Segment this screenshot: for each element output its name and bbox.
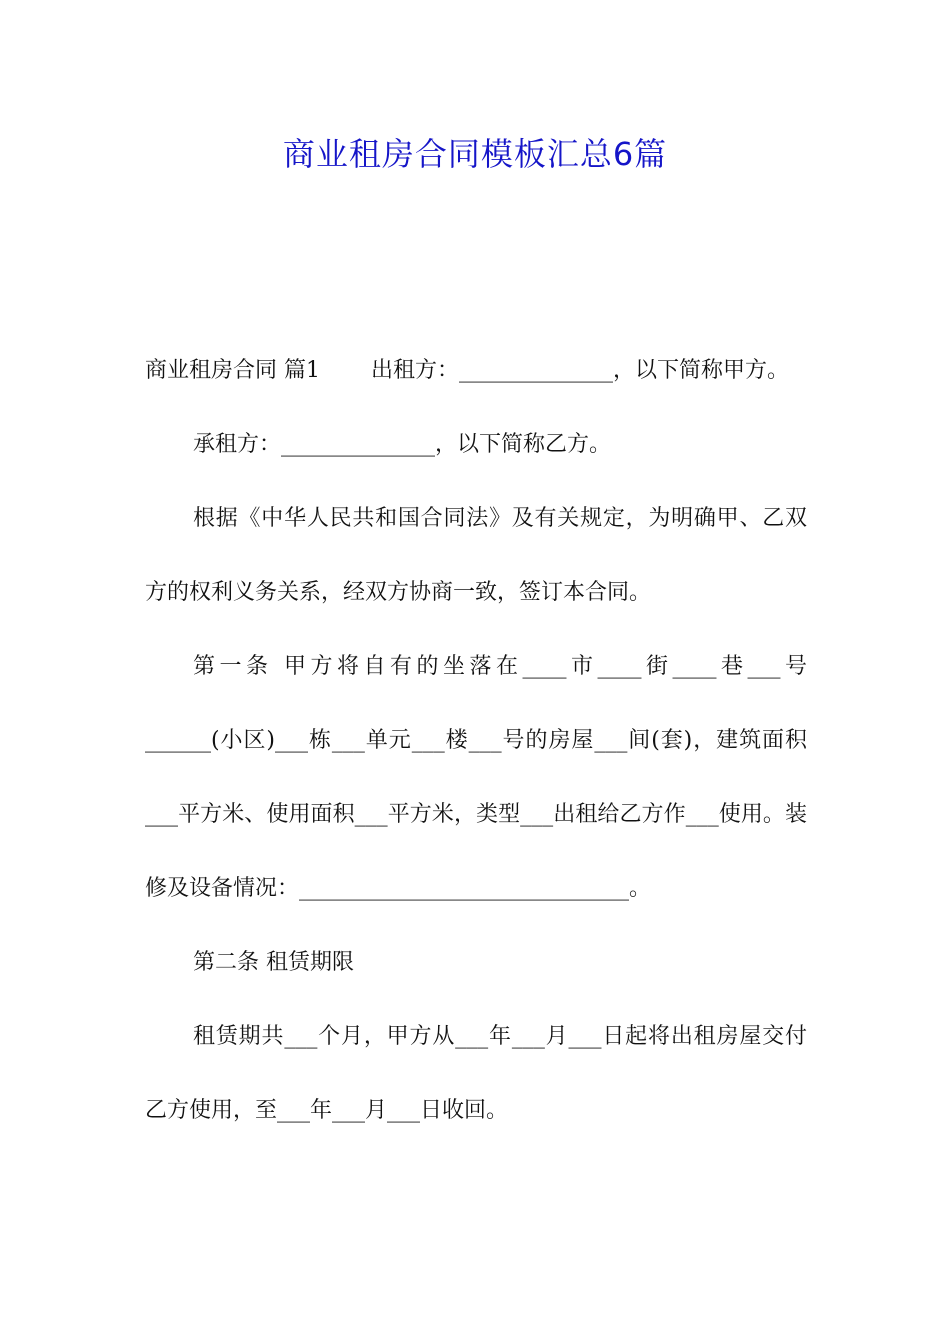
paragraph-lessor: 商业租房合同 篇1 出租方：______________，以下简称甲方。 [145,358,789,383]
document-title: 商业租房合同模板汇总6篇 [282,135,668,173]
document-body [145,334,807,1148]
paragraph-article-1: 第一条 甲方将自有的坐落在____市____街____巷___号______(小区)___栋___单元___楼___号的房屋___间(套)，建筑面积___平方米、使用面积___平方米，类型___出租给乙方作___使用。装修及设备情况：______________________________。 [145,654,807,901]
paragraph-lease-term: 租赁期共___个月，甲方从___年___月___日起将出租房屋交付乙方使用，至___年___月___日收回。 [145,1024,807,1123]
paragraph-lessee: 承租方：______________，以下简称乙方。 [193,432,612,457]
paragraph-basis: 根据《中华人民共和国合同法》及有关规定，为明确甲、乙双方的权利义务关系，经双方协商一致，签订本合同。 [145,506,807,605]
paragraph-article-2-heading: 第二条 租赁期限 [193,950,354,975]
